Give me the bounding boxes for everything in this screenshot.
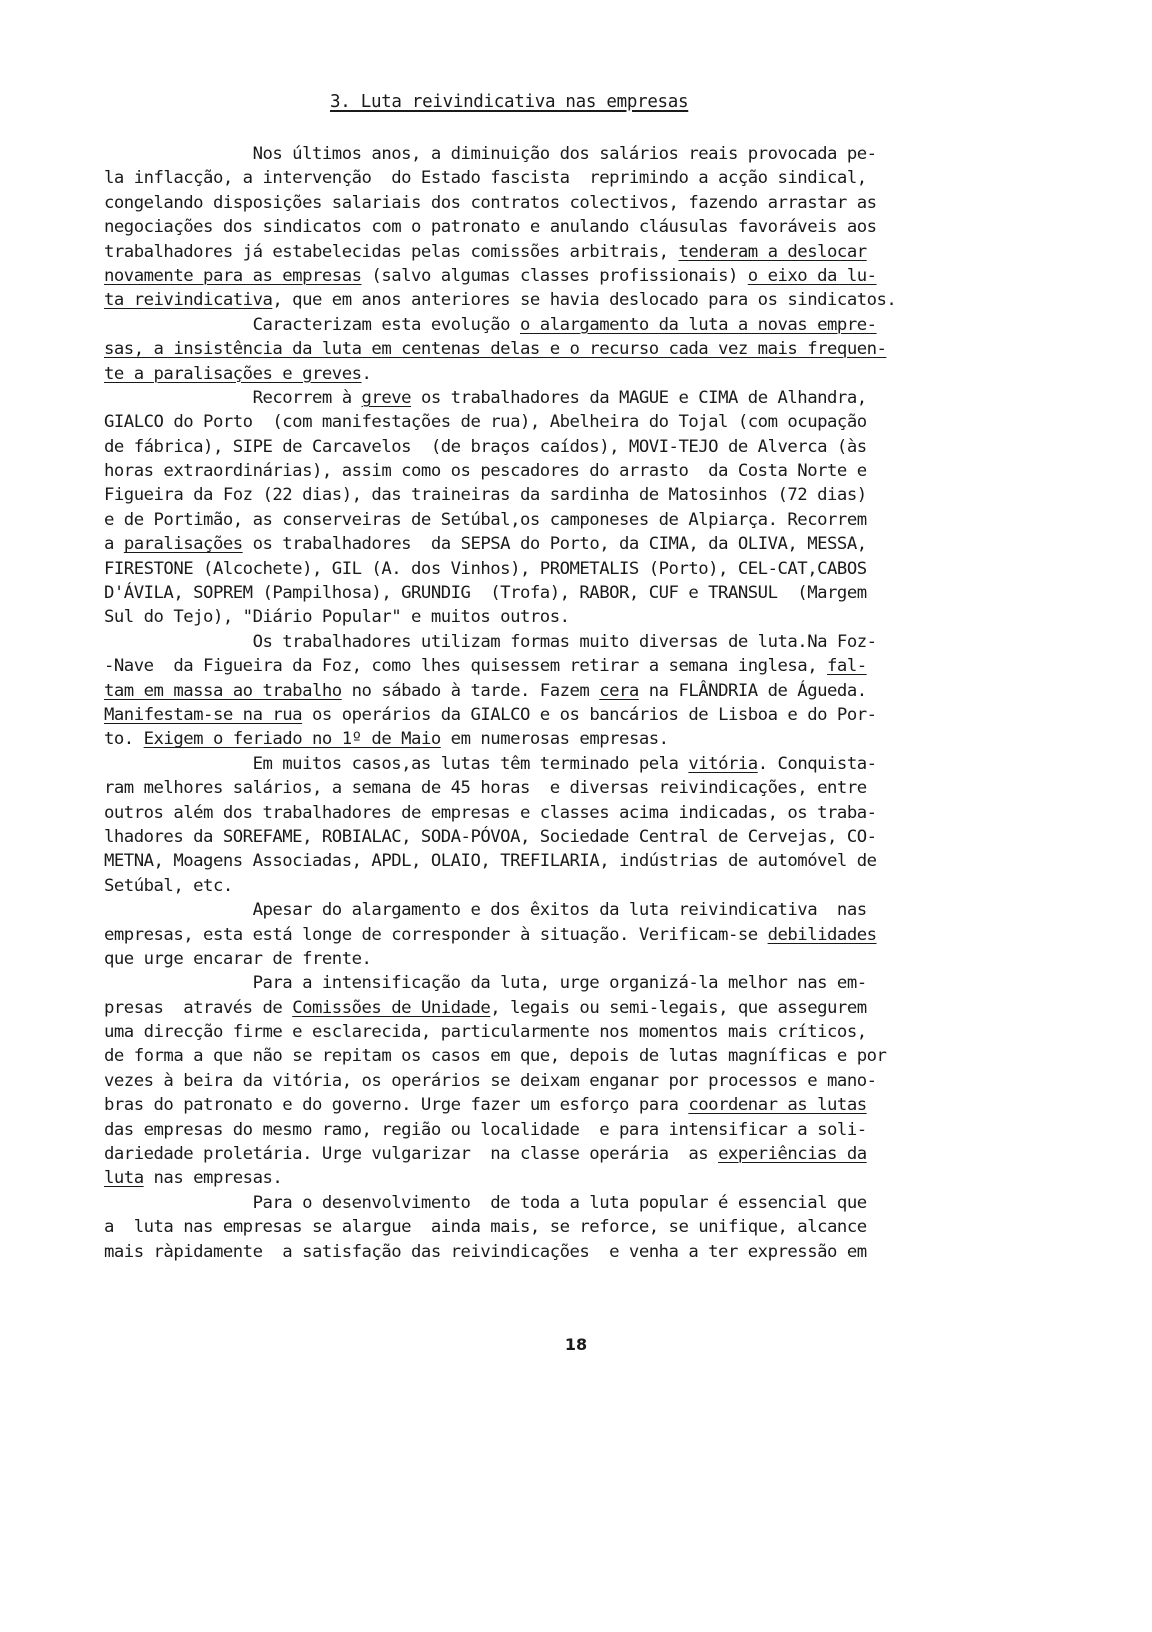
text-run: de forma a que não se repitam os casos em que, depois de lutas magníficas e por <box>104 1046 887 1067</box>
text-run: que urge encarar de frente. <box>104 948 372 969</box>
text-line <box>104 752 964 776</box>
text-line <box>104 410 964 434</box>
text-run: mais ràpidamente a satisfação das reivindicações e venha a ter expressão em <box>104 1241 867 1262</box>
underlined-text: o eixo da lu- <box>747 265 877 286</box>
text-run: a <box>104 534 124 555</box>
text-run: a luta nas empresas se alargue ainda mais, se reforce, se unifique, alcance <box>104 1217 867 1238</box>
text-run: Nos últimos anos, a diminuição dos salários reais provocada pe- <box>104 144 877 164</box>
text-line <box>104 605 964 629</box>
text-line <box>104 923 964 947</box>
text-run: das empresas do mesmo ramo, região ou localidade e para intensificar a soli- <box>104 1119 867 1140</box>
text-line <box>104 459 964 483</box>
text-line <box>104 849 964 873</box>
underlined-text: vitória <box>688 753 758 774</box>
text-run: la inflacção, a intervenção do Estado fascista reprimindo a acção sindical, <box>104 168 867 189</box>
text-line <box>104 1191 964 1215</box>
text-run: os trabalhadores da SEPSA do Porto, da CIMA, da OLIVA, MESSA, <box>242 534 867 555</box>
text-run: . Conquista- <box>757 753 877 774</box>
text-line <box>104 337 964 361</box>
text-line <box>104 240 964 264</box>
text-line <box>104 142 964 166</box>
text-line <box>104 288 964 312</box>
text-run: empresas, esta está longe de corresponder à situação. Verificam-se <box>104 924 768 945</box>
underlined-text: sas, a insistência da luta em centenas delas e o recurso cada vez mais frequen- <box>104 339 887 360</box>
underlined-text: cera <box>599 680 639 701</box>
text-run: Em muitos casos,as lutas têm terminado pela <box>104 753 689 774</box>
text-run: FIRESTONE (Alcochete), GIL (A. dos Vinhos), PROMETALIS (Porto), CEL-CAT,CABOS <box>104 558 867 579</box>
underlined-text: fal- <box>827 656 867 677</box>
text-run: Os trabalhadores utilizam formas muito diversas de luta.Na Foz- <box>104 631 877 652</box>
underlined-text: ta reivindicativa <box>104 290 273 311</box>
text-line <box>104 1142 964 1166</box>
text-line <box>104 898 964 922</box>
text-line <box>104 703 964 727</box>
text-line <box>104 1044 964 1068</box>
text-line <box>104 191 964 215</box>
text-line <box>104 435 964 459</box>
text-line <box>104 264 964 288</box>
text-run: de fábrica), SIPE de Carcavelos (de braços caídos), MOVI-TEJO de Alverca (às <box>104 436 867 457</box>
page-number: 18 <box>564 1335 588 1354</box>
text-line <box>104 1215 964 1239</box>
text-line <box>104 1240 964 1264</box>
text-run: -Nave da Figueira da Foz, como lhes quisessem retirar a semana inglesa, <box>104 656 828 677</box>
body-text <box>104 142 964 1264</box>
underlined-text: greve <box>361 387 412 408</box>
text-run: to. <box>104 729 144 750</box>
underlined-text: debilidades <box>767 924 877 945</box>
text-run: uma direcção firme e esclarecida, particularmente nos momentos mais críticos, <box>104 1022 867 1043</box>
text-run: dariedade proletária. Urge vulgarizar na classe operária as <box>104 1144 719 1165</box>
underlined-text: te a paralisações e greves <box>104 363 362 384</box>
text-run: vezes à beira da vitória, os operários se deixam enganar por processos e mano- <box>104 1070 877 1091</box>
text-run: GIALCO do Porto (com manifestações de rua), Abelheira do Tojal (com ocupação <box>104 412 867 433</box>
underlined-text: paralisações <box>123 534 243 555</box>
text-line <box>104 557 964 581</box>
underlined-text: o alargamento da luta a novas empre- <box>519 314 877 335</box>
text-line <box>104 776 964 800</box>
text-line <box>104 825 964 849</box>
text-run: Setúbal, etc. <box>104 875 233 896</box>
text-run: lhadores da SOREFAME, ROBIALAC, SODA-PÓVOA, Sociedade Central de Cervejas, CO- <box>104 826 877 847</box>
text-line <box>104 679 964 703</box>
underlined-text: tam em massa ao trabalho <box>104 680 342 701</box>
text-line <box>104 581 964 605</box>
text-line <box>104 1118 964 1142</box>
section-title-text: 3. Luta reivindicativa nas empresas <box>330 92 689 112</box>
text-run: no sábado à tarde. Fazem <box>341 680 600 701</box>
text-line <box>104 947 964 971</box>
text-run: os operários da GIALCO e os bancários de Lisboa e do Por- <box>302 704 877 725</box>
underlined-text: Manifestam-se na rua <box>104 704 303 725</box>
text-run: Apesar do alargamento e dos êxitos da luta reivindicativa nas <box>104 900 867 921</box>
text-line <box>104 971 964 995</box>
text-run: bras do patronato e do governo. Urge fazer um esforço para <box>104 1095 689 1116</box>
text-line <box>104 1166 964 1190</box>
text-run: em numerosas empresas. <box>440 729 669 750</box>
text-run: outros além dos trabalhadores de empresas e classes acima indicadas, os traba- <box>104 802 877 823</box>
text-run: trabalhadores já estabelecidas pelas comissões arbitrais, <box>104 241 679 262</box>
underlined-text: tenderam a deslocar <box>678 241 867 262</box>
underlined-text: luta <box>104 1168 144 1189</box>
text-run: Recorrem à <box>104 387 362 408</box>
text-line <box>104 801 964 825</box>
text-run: congelando disposições salariais dos contratos colectivos, fazendo arrastar as <box>104 192 877 213</box>
text-line <box>104 1020 964 1044</box>
text-run: Figueira da Foz (22 dias), das traineiras da sardinha de Matosinhos (72 dias) <box>104 485 867 506</box>
text-run: Para o desenvolvimento de toda a luta popular é essencial que <box>104 1192 867 1213</box>
text-line <box>104 508 964 532</box>
text-run: METNA, Moagens Associadas, APDL, OLAIO, TREFILARIA, indústrias de automóvel de <box>104 851 877 872</box>
underlined-text: experiências da <box>718 1144 867 1165</box>
text-line <box>104 215 964 239</box>
text-line <box>104 996 964 1020</box>
text-run: na FLÂNDRIA de Águeda. <box>638 680 867 701</box>
underlined-text: coordenar as lutas <box>688 1095 867 1116</box>
text-run: presas através de <box>104 997 293 1018</box>
text-run: D'ÁVILA, SOPREM (Pampilhosa), GRUNDIG (Trofa), RABOR, CUF e TRANSUL (Margem <box>104 583 867 604</box>
text-run: horas extraordinárias), assim como os pescadores do arrasto da Costa Norte e <box>104 461 867 482</box>
underlined-text: Exigem o feriado no 1º de Maio <box>143 729 441 750</box>
underlined-text: novamente para as empresas <box>104 265 362 286</box>
text-line <box>104 483 964 507</box>
text-run: negociações dos sindicatos com o patronato e anulando cláusulas favoráveis aos <box>104 217 877 238</box>
underlined-text: Comissões de Unidade <box>292 997 491 1018</box>
text-line <box>104 362 964 386</box>
text-line <box>104 386 964 410</box>
text-run: Para a intensificação da luta, urge organizá-la melhor nas em- <box>104 973 867 994</box>
text-run: Caracterizam esta evolução <box>104 314 520 335</box>
text-line <box>104 874 964 898</box>
text-line <box>104 1093 964 1117</box>
text-run: , legais ou semi-legais, que assegurem <box>490 997 867 1018</box>
text-run: Sul do Tejo), "Diário Popular" e muitos outros. <box>104 607 570 628</box>
text-line <box>104 1069 964 1093</box>
text-line <box>104 313 964 337</box>
text-line <box>104 654 964 678</box>
text-run: os trabalhadores da MAGUE e CIMA de Alhandra, <box>411 387 867 408</box>
section-title <box>330 92 688 112</box>
text-line <box>104 166 964 190</box>
text-run: , que em anos anteriores se havia deslocado para os sindicatos. <box>272 290 897 311</box>
text-run: ram melhores salários, a semana de 45 horas e diversas reivindicações, entre <box>104 778 867 799</box>
text-run: (salvo algumas classes profissionais) <box>361 265 748 286</box>
text-line <box>104 532 964 556</box>
text-run: e de Portimão, as conserveiras de Setúbal,os camponeses de Alpiarça. Recorrem <box>104 509 867 530</box>
text-run: nas empresas. <box>143 1168 283 1189</box>
text-run: . <box>361 363 372 384</box>
text-line <box>104 727 964 751</box>
text-line <box>104 630 964 654</box>
